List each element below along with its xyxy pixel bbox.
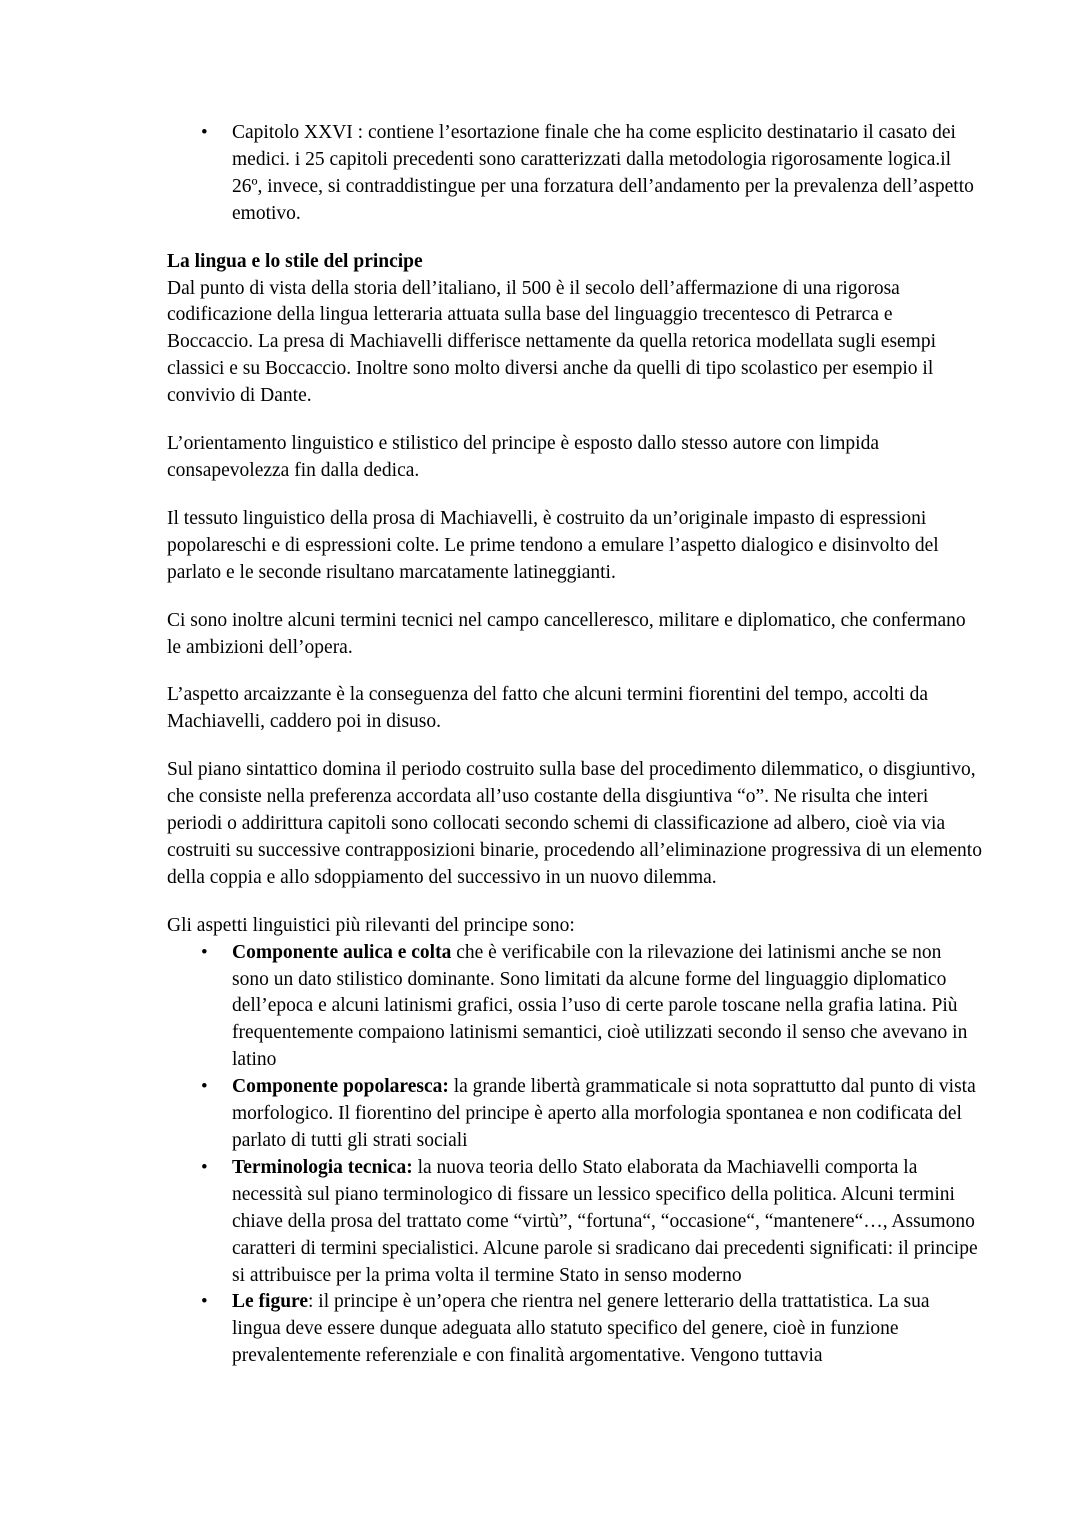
- bullet-text: che è verificabile con la rilevazione dei latinismi anche se non sono un dato stilistico dominante. Sono limitati da alcune forme del linguaggio diplomatico dell’epoca e alcuni latinismi grafici, ossia l’uso di certe parole toscane nella grafia latina. Più frequentemente compaiono latinismi semantici, cioè utilizzati secondo il senso che avevano in latino: [232, 941, 968, 1071]
- list-item: [167, 1289, 982, 1370]
- bullet-text: Capitolo XXVI : contiene l’esortazione finale che ha come esplicito destinatario il casato dei medici. i 25 capitoli precedenti sono caratterizzati dalla metodologia rigorosamente logica.il 26º, invece, si contraddistingue per una forzatura dell’andamento per la prevalenza dell’aspetto emotivo.: [232, 122, 974, 224]
- paragraph-2: L’orientamento linguistico e stilistico del principe è esposto dallo stesso autore con limpida consapevolezza fin dalla dedica.: [167, 433, 879, 481]
- list-item: [167, 940, 982, 1075]
- bullet-text: la nuova teoria dello Stato elaborata da Machiavelli comporta la necessità sul piano terminologico di fissare un lessico specifico della politica. Alcuni termini chiave della prosa del trattato come “virtù”, “fortuna“, “occasione“, “mantenere“…, Assumono caratteri di termini specialistici. Alcune parole si sradicano dai precedenti significati: il principe si attribuisce per la prima volta il termine Stato in senso moderno: [232, 1156, 978, 1286]
- section-heading: La lingua e lo stile del principe: [167, 250, 423, 272]
- paragraph-3: Il tessuto linguistico della prosa di Machiavelli, è costruito da un’originale impasto di espressioni popolareschi e di espressioni colte. Le prime tendono a emulare l’aspetto dialogico e disinvolto del parlato e le seconde risultano marcatamente latineggianti.: [167, 507, 939, 583]
- bullet-lead: Componente aulica e colta: [232, 941, 452, 963]
- top-bullet-list: [167, 120, 982, 228]
- bullet-lead: Terminologia tecnica:: [232, 1156, 413, 1178]
- paragraph-1: Dal punto di vista della storia dell’italiano, il 500 è il secolo dell’affermazione di una rigorosa codificazione della lingua letteraria attuata sulla base del linguaggio trecentesco di Petrarca e Boccaccio. La presa di Machiavelli differisce nettamente da quella retorica modellata sugli esempi classici e su Boccaccio. Inoltre sono molto diversi anche da quelli di tipo scolastico per esempio il convivio di Dante.: [167, 277, 937, 407]
- list-item: [167, 120, 982, 228]
- spacer: [167, 228, 982, 249]
- bullet-lead: Le figure: [232, 1291, 309, 1313]
- bullet-text: la grande libertà grammaticale si nota soprattutto dal punto di vista morfologico. Il fiorentino del principe è aperto alla morfologia spontanea e non codificata del parlato di tutti gli strati sociali: [232, 1076, 976, 1151]
- paragraph-4: Ci sono inoltre alcuni termini tecnici nel campo cancelleresco, militare e diplomatico, che confermano le ambizioni dell’opera.: [167, 609, 966, 658]
- paragraph-5: L’aspetto arcaizzante è la conseguenza del fatto che alcuni termini fiorentini del tempo, accolti da Machiavelli, caddero poi in disuso.: [167, 684, 929, 733]
- document-body: [167, 120, 982, 1370]
- list-item: [167, 1074, 982, 1155]
- paragraph-6: Sul piano sintattico domina il periodo costruito sulla base del procedimento dilemmatico, o disgiuntivo, che consiste nella preferenza accordata all’uso costante della disgiuntiva “o”. Ne risulta che interi periodi o addirittura capitoli sono collocati secondo schemi di classificazione ad albero, cioè via via costruiti su successive contrapposizioni binarie, procedendo all’eliminazione progressiva di un elemento della coppia e allo sdoppiamento del successivo in un nuovo dilemma.: [167, 759, 982, 888]
- bullet-text: : il principe è un’opera che rientra nel genere letterario della trattatistica. La sua lingua deve essere dunque adeguata allo statuto specifico del genere, cioè in funzione prevalentemente referenziale e con finalità argomentative. Vengono tuttavia: [232, 1291, 930, 1367]
- aspect-bullet-list: [167, 940, 982, 1371]
- bullet-lead: Componente popolaresca:: [232, 1076, 449, 1098]
- list-intro: Gli aspetti linguistici più rilevanti del principe sono:: [167, 914, 575, 936]
- list-item: [167, 1155, 982, 1290]
